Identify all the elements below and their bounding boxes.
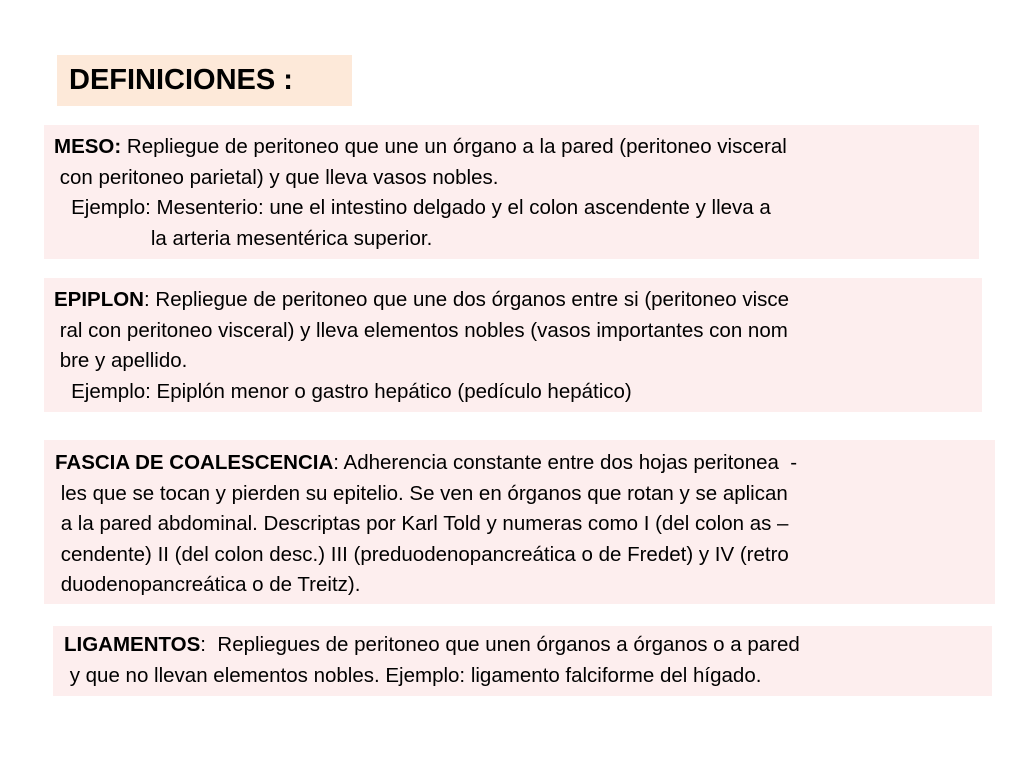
definition-line <box>55 448 995 479</box>
definition-text: : Repliegue de peritoneo que une dos órganos entre si (peritoneo visce <box>144 288 790 311</box>
definition-text: Repliegue de peritoneo que une un órgano a la pared (peritoneo visceral <box>121 135 787 158</box>
definition-line: ral con peritoneo visceral) y lleva elementos nobles (vasos importantes con nom <box>54 318 788 342</box>
definition-line <box>64 630 992 661</box>
definition-line: les que se tocan y pierden su epitelio. Se ven en órganos que rotan y se aplican <box>55 481 788 505</box>
definition-term: MESO: <box>54 135 122 158</box>
definition-meso <box>44 125 979 259</box>
definition-epiplon <box>44 278 982 412</box>
definition-line <box>54 132 979 163</box>
title-box <box>57 55 352 106</box>
definition-line: Ejemplo: Mesenterio: une el intestino delgado y el colon ascendente y lleva a <box>54 196 771 219</box>
definition-line <box>54 285 982 316</box>
definition-fascia-de-coalescencia <box>44 440 995 604</box>
definition-text: : Repliegues de peritoneo que unen órganos a órganos o a pared <box>200 633 800 656</box>
definition-line: la arteria mesentérica superior. <box>54 226 433 250</box>
definition-line: y que no llevan elementos nobles. Ejemplo: ligamento falciforme del hígado. <box>64 663 762 687</box>
definition-term: FASCIA DE COALESCENCIA <box>55 451 334 474</box>
definition-line: con peritoneo parietal) y que lleva vasos nobles. <box>54 165 499 189</box>
definition-term: EPIPLON <box>54 288 144 311</box>
definition-text: : Adherencia constante entre dos hojas peritonea - <box>333 451 798 474</box>
definition-term: LIGAMENTOS <box>64 633 201 656</box>
definition-line: duodenopancreática o de Treitz). <box>55 573 361 596</box>
definition-ligamentos <box>53 626 992 696</box>
definition-line: Ejemplo: Epiplón menor o gastro hepático (pedículo hepático) <box>54 379 632 403</box>
definition-line: cendente) II (del colon desc.) III (preduodenopancreática o de Fredet) y IV (retro <box>55 542 789 566</box>
definition-line: bre y apellido. <box>54 349 188 372</box>
page-title: DEFINICIONES : <box>69 64 293 96</box>
definition-line: a la pared abdominal. Descriptas por Karl Told y numeras como I (del colon as – <box>55 512 789 535</box>
